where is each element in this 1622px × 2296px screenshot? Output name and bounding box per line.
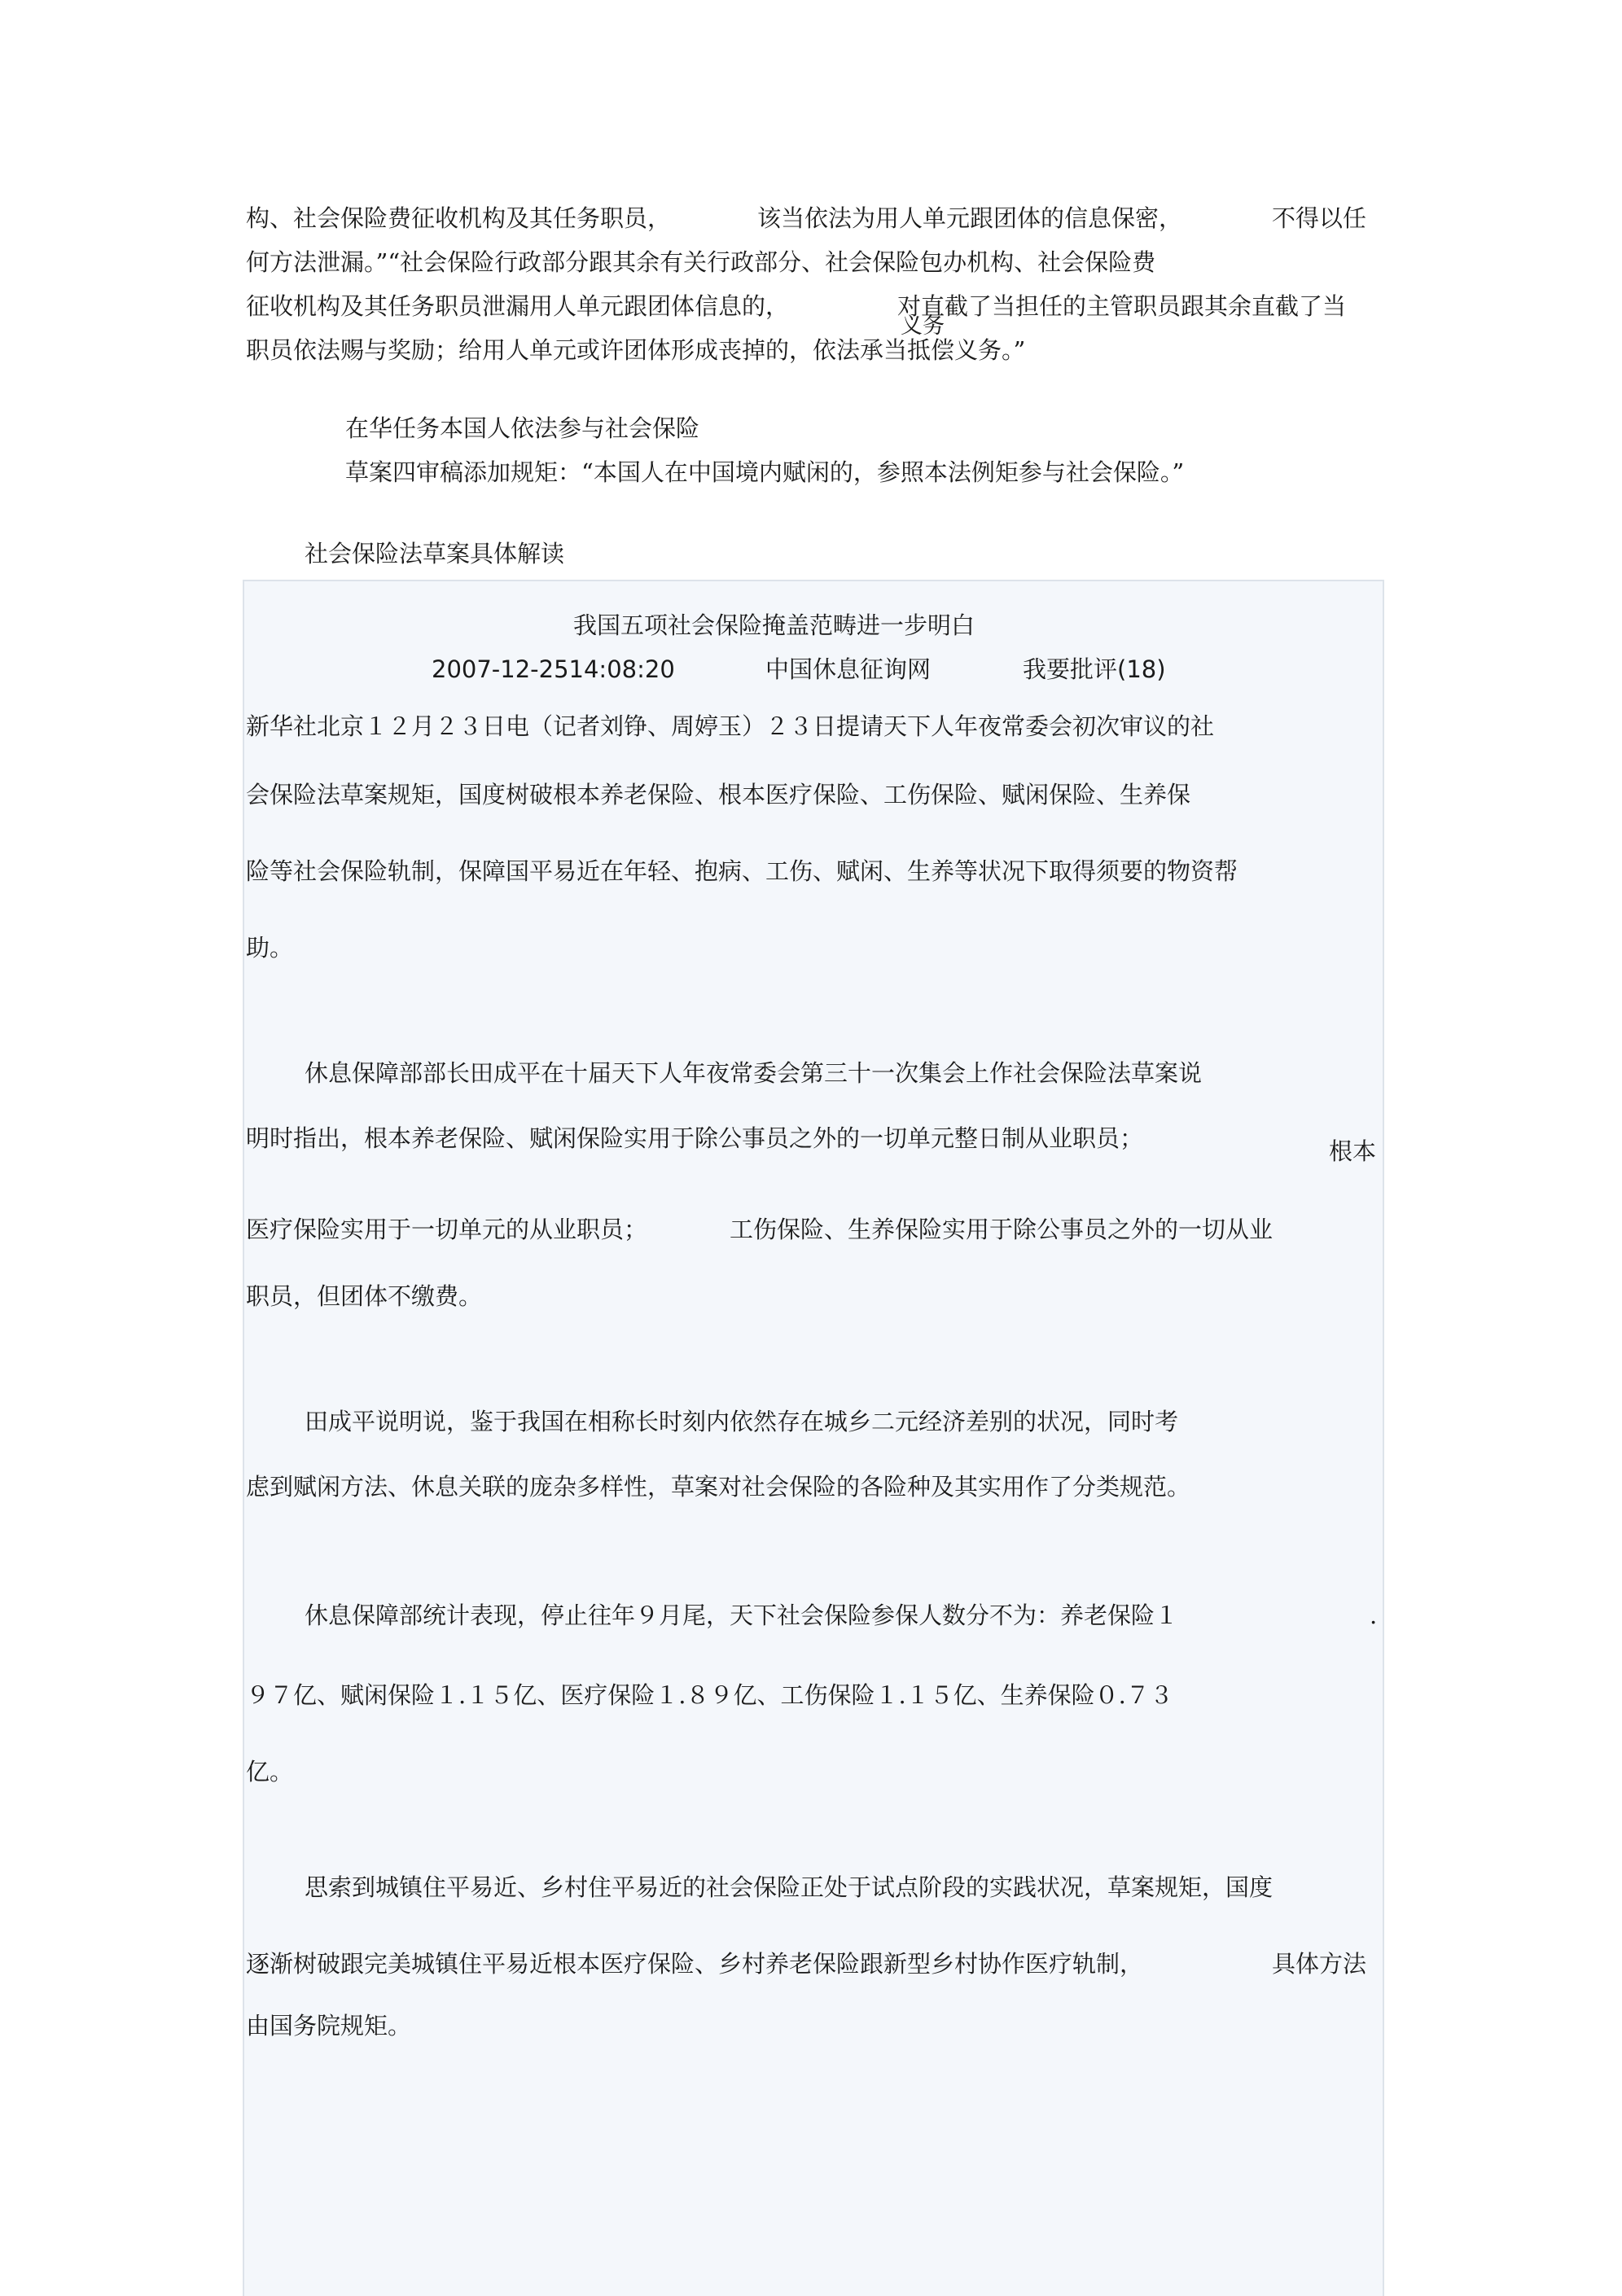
p4-line-1-tail: .	[1370, 1602, 1378, 1629]
p4-line-2: ９７亿、赋闲保险１.１５亿、医疗保险１.８９亿、工伤保险１.１５亿、生养保险０.７３	[246, 1681, 1173, 1709]
top-line-3b: 对直截了当担任的主管职员跟其余直截了当	[897, 292, 1347, 320]
top-line-2: 何方法泄漏。”“社会保险行政部分跟其余有关行政部分、社会保险包办机构、社会保险费	[246, 248, 1156, 276]
p2-line-2-tail: 根本	[1329, 1137, 1377, 1165]
p2-line-1: 休息保障部部长田成平在十届天下人年夜常委会第三十一次集会上作社会保险法草案说	[305, 1059, 1203, 1087]
top-line-1b: 该当依法为用人单元跟团体的信息保密，	[757, 204, 1183, 232]
p2-line-3a: 医疗保险实用于一切单元的从业职员；	[246, 1216, 648, 1243]
top-line-1c: 不得以任	[1272, 204, 1367, 232]
p2-line-2: 明时指出，根本养老保险、赋闲保险实用于除公事员之外的一切单元整日制从业职员；	[246, 1124, 1144, 1152]
p3-line-1: 田成平说明说，鉴于我国在相称长时刻内依然存在城乡二元经济差别的状况，同时考	[305, 1408, 1179, 1435]
p2-line-4: 职员，但团体不缴费。	[246, 1282, 483, 1310]
foreigners-heading: 在华任务本国人依法参与社会保险	[345, 414, 700, 442]
top-line-1a: 构、社会保险费征收机构及其任务职员，	[246, 204, 672, 232]
p5-line-2a: 逐渐树破跟完美城镇住平易近根本医疗保险、乡村养老保险跟新型乡村协作医疗轨制，	[246, 1950, 1144, 1978]
p5-line-2b: 具体方法	[1272, 1950, 1367, 1978]
top-line-3c: 义务	[901, 313, 945, 339]
article-date: 2007-12-2514:08:20	[432, 655, 675, 683]
comment-link[interactable]: 我要批评(18)	[1023, 655, 1166, 683]
section-title: 社会保险法草案具体解读	[305, 540, 565, 567]
top-line-4: 职员依法赐与奖励；给用人单元或许团体形成丧掉的，依法承当抵偿义务。”	[246, 336, 1026, 364]
p4-line-1: 休息保障部统计表现，停止往年９月尾，天下社会保险参保人数分不为：养老保险１	[305, 1602, 1179, 1629]
p1-line-2: 会保险法草案规矩，国度树破根本养老保险、根本医疗保险、工伤保险、赋闲保险、生养保	[246, 781, 1191, 808]
p1-line-4: 助。	[246, 934, 294, 962]
article-title: 我国五项社会保险掩盖范畴进一步明白	[573, 611, 975, 639]
article-source: 中国休息征询网	[765, 655, 932, 683]
foreigners-text: 草案四审稿添加规矩：“本国人在中国境内赋闲的，参照本法例矩参与社会保险。”	[345, 458, 1185, 486]
p5-line-3: 由国务院规矩。	[246, 2012, 412, 2040]
p2-line-3b: 工伤保险、生养保险实用于除公事员之外的一切从业	[730, 1216, 1273, 1243]
p1-line-1: 新华社北京１２月２３日电（记者刘铮、周婷玉）２３日提请天下人年夜常委会初次审议的社	[246, 712, 1215, 740]
article-box	[243, 580, 1384, 2296]
p4-line-3: 亿。	[246, 1758, 294, 1786]
top-line-3a: 征收机构及其任务职员泄漏用人单元跟团体信息的，	[246, 292, 790, 320]
p1-line-3: 险等社会保险轨制，保障国平易近在年轻、抱病、工伤、赋闲、生养等状况下取得须要的物资帮	[246, 857, 1238, 885]
p5-line-1: 思索到城镇住平易近、乡村住平易近的社会保险正处于试点阶段的实践状况，草案规矩，国度	[305, 1873, 1273, 1901]
p3-line-2: 虑到赋闲方法、休息关联的庞杂多样性，草案对社会保险的各险种及其实用作了分类规范。	[246, 1473, 1191, 1501]
